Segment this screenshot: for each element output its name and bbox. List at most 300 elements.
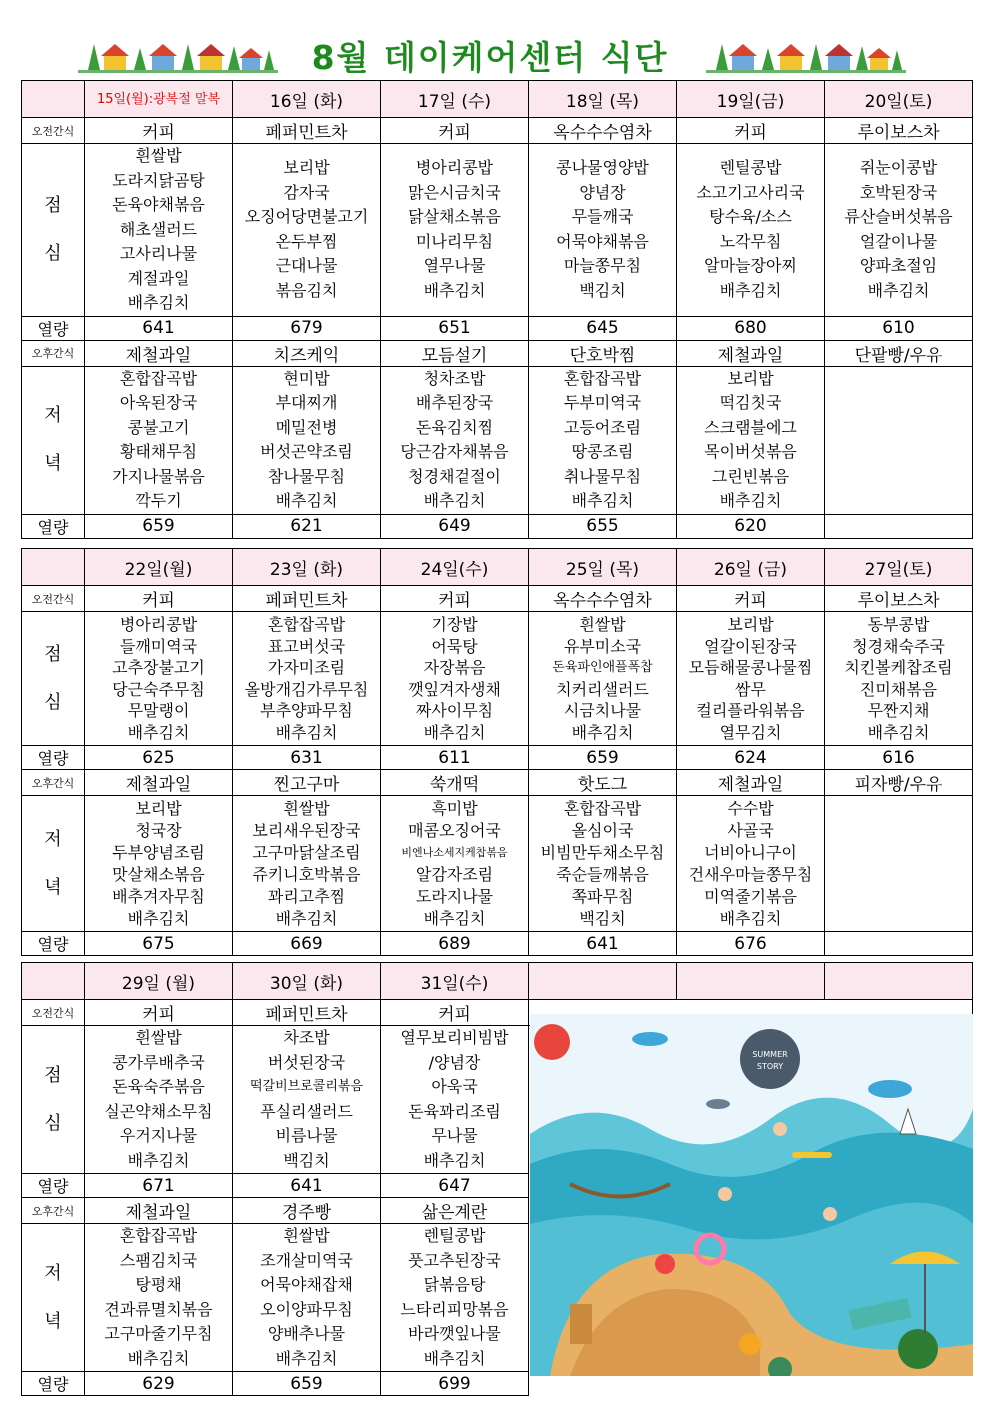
swimmer-figure [823, 1207, 837, 1221]
day-header: 29일 (월) [85, 963, 233, 1000]
sandcastle-icon [570, 1304, 592, 1344]
lunch-label [22, 1026, 85, 1174]
menu-cell [529, 366, 677, 514]
kcal-cell: 679 [233, 316, 381, 340]
menu-item: 배추김치 [127, 908, 190, 928]
day-header [825, 963, 973, 1000]
pm-snack-row [22, 340, 973, 366]
menu-item: 배추김치 [571, 722, 634, 742]
am-snack-label: 오전간식 [22, 118, 85, 144]
menu-cell [381, 1026, 529, 1174]
snack-cell: 옥수수수염차 [529, 586, 677, 612]
menu-item: 땅콩조림 [571, 442, 634, 461]
menu-item: 버섯된장국 [267, 1052, 346, 1072]
menu-cell [529, 612, 677, 746]
day-header: 16일 (화) [233, 81, 381, 118]
menu-item: 청국장 [135, 820, 182, 840]
menu-item: 계절과일 [127, 268, 190, 288]
kcal-cell: 659 [233, 1372, 381, 1396]
menu-item: 메밀전병 [275, 417, 338, 437]
kcal-cell: 647 [381, 1174, 529, 1198]
am-snack-row [22, 586, 973, 612]
corner-cell [22, 963, 85, 1000]
menu-item: 떡갈비브로콜리볶음 [249, 1079, 364, 1094]
menu-item: 쥬키니호박볶음 [252, 864, 361, 884]
menu-item: 흰쌀밥 [579, 615, 626, 634]
kcal-cell: 631 [233, 746, 381, 770]
menu-item: 배추김치 [867, 280, 930, 300]
menu-item: 온두부찜 [275, 231, 338, 251]
menu-cell [825, 796, 973, 932]
menu-item: 소고기고사리국 [696, 182, 805, 202]
menu-item: 건새우마늘쫑무침 [688, 864, 813, 884]
kcal-cell: 649 [381, 514, 529, 538]
menu-item: 보리새우된장국 [252, 820, 361, 840]
corner-cell [22, 81, 85, 118]
menu-cell [85, 1026, 233, 1174]
menu-item: 배추김치 [275, 491, 338, 510]
page-title: 8월 데이케어센터 식단 [311, 38, 669, 77]
menu-item: 우거지나물 [119, 1126, 198, 1145]
menu-item: 비빔만두채소무침 [540, 842, 665, 862]
lunch-label [22, 612, 85, 746]
snack-cell: 커피 [381, 1000, 529, 1026]
menu-item: 푸실리샐러드 [260, 1101, 353, 1121]
menu-item: 고구마줄기무침 [104, 1324, 213, 1343]
menu-item: 수수밥 [727, 798, 774, 818]
menu-item: 알마늘장아찌 [704, 256, 797, 276]
menu-item: 동부콩밥 [867, 615, 930, 634]
dolphin-icon [706, 1099, 730, 1109]
watermelon-icon [898, 1329, 938, 1369]
menu-cell [85, 612, 233, 746]
menu-cell [529, 796, 677, 932]
day-header: 23일 (화) [233, 549, 381, 586]
kcal-cell: 680 [677, 316, 825, 340]
menu-cell [233, 612, 381, 746]
week-table-2 [21, 548, 973, 956]
lunch-label-char: 심 [44, 1112, 62, 1134]
menu-item: 무나물 [431, 1126, 478, 1145]
svg-text:STORY: STORY [756, 1062, 784, 1071]
menu-item: 돈육파인애플폭찹 [552, 660, 653, 675]
menu-item: 배추김치 [423, 280, 486, 300]
menu-item: 마늘쫑무침 [563, 256, 642, 276]
menu-cell [825, 612, 973, 746]
menu-cell [381, 796, 529, 932]
lunch-row [22, 144, 973, 317]
menu-item: 조개살미역국 [260, 1250, 353, 1270]
menu-item: 버섯곤약조림 [260, 442, 353, 461]
snack-cell: 제철과일 [85, 1198, 233, 1224]
menu-item: 병아리콩밥 [415, 158, 494, 178]
kcal-label: 열량 [22, 932, 85, 956]
menu-item: 고사리나물 [119, 244, 198, 263]
menu-item: 열무보리비빔밥 [400, 1028, 509, 1047]
snack-cell: 커피 [85, 118, 233, 144]
menu-item: 백김치 [579, 280, 626, 300]
day-header-row [22, 81, 973, 118]
day-header: 22일(월) [85, 549, 233, 586]
pm-snack-label: 오후간식 [22, 770, 85, 796]
menu-item: 아욱국 [431, 1077, 478, 1096]
dinner-label-char: 녁 [44, 876, 62, 898]
menu-item: 사골국 [727, 820, 774, 840]
am-snack-label: 오전간식 [22, 1000, 85, 1026]
menu-item: 실곤약채소무침 [104, 1101, 213, 1121]
menu-item: 바라깻잎나물 [408, 1324, 501, 1343]
menu-item: 미나리무침 [415, 231, 494, 251]
menu-cell [85, 366, 233, 514]
menu-item: 어묵야채볶음 [556, 231, 649, 251]
menu-item: 열무나물 [423, 256, 486, 276]
menu-item: 돈육야채볶음 [112, 195, 205, 214]
menu-item: 청경채숙주국 [852, 636, 945, 656]
menu-item: 닭살채소볶음 [408, 207, 501, 227]
snack-cell: 단호박찜 [529, 340, 677, 366]
kcal-cell: 689 [381, 932, 529, 956]
menu-item: 유부미소국 [563, 636, 642, 656]
menu-item: 기장밥 [431, 615, 478, 634]
menu-item: 배추김치 [423, 1150, 486, 1170]
menu-item: 가자미조림 [267, 658, 346, 677]
menu-item: 당근감자채볶음 [400, 442, 509, 461]
day-header [529, 963, 677, 1000]
lunch-label-char: 심 [44, 691, 62, 713]
menu-item: 죽순들깨볶음 [556, 864, 649, 884]
lunch-kcal-row [22, 316, 973, 340]
snack-cell: 커피 [85, 586, 233, 612]
menu-cell [677, 144, 825, 317]
menu-item: 모듬해물콩나물찜 [688, 658, 813, 677]
menu-cell [677, 366, 825, 514]
menu-item: 치킨볼케찹조림 [844, 658, 953, 677]
week-table-1 [21, 80, 973, 539]
day-header: 27일(토) [825, 549, 973, 586]
snack-cell: 루이보스차 [825, 586, 973, 612]
dinner-label-char: 녁 [44, 1310, 62, 1332]
kcal-cell: 699 [381, 1372, 529, 1396]
kcal-cell: 676 [677, 932, 825, 956]
menu-item: 쌈무 [735, 679, 766, 699]
menu-item: 부대찌개 [275, 393, 338, 412]
menu-cell [529, 144, 677, 317]
menu-cell [233, 1026, 381, 1174]
kcal-cell: 641 [233, 1174, 381, 1198]
kcal-cell: 629 [85, 1372, 233, 1396]
day-header: 20일(토) [825, 81, 973, 118]
crab-icon [739, 1333, 761, 1355]
snack-cell: 제철과일 [85, 340, 233, 366]
dinner-kcal-row [22, 514, 973, 538]
menu-item: 감자국 [283, 182, 330, 202]
menu-item: 렌틸콩밥 [719, 158, 782, 178]
day-header-row [22, 549, 973, 586]
menu-item: 느타리피망볶음 [400, 1299, 509, 1319]
menu-item: 참나물무침 [267, 466, 346, 486]
village-right-decoration [706, 34, 906, 74]
snack-cell: 삶은계란 [381, 1198, 529, 1224]
menu-cell [85, 1224, 233, 1372]
menu-item: 그린빈볶음 [711, 466, 790, 486]
kcal-cell: 641 [529, 932, 677, 956]
menu-item: 콩가루배추국 [112, 1052, 205, 1072]
menu-item: 쪽파무침 [571, 886, 634, 906]
menu-item: 호박된장국 [859, 182, 938, 202]
menu-item: 혼합잡곡밥 [267, 615, 346, 634]
menu-cell [381, 366, 529, 514]
menu-item: 올심이국 [571, 820, 634, 840]
day-header: 25일 (목) [529, 549, 677, 586]
kcal-label: 열량 [22, 746, 85, 770]
menu-item: 탕수육/소스 [709, 207, 792, 227]
kcal-cell: 625 [85, 746, 233, 770]
menu-item: 꽈리고추찜 [267, 886, 346, 906]
day-header [677, 963, 825, 1000]
kcal-cell: 659 [85, 514, 233, 538]
day-header: 26일 (금) [677, 549, 825, 586]
kcal-label: 열량 [22, 514, 85, 538]
menu-item: 무들깨국 [571, 207, 634, 227]
menu-item: 혼합잡곡밥 [563, 368, 642, 388]
menu-item: 혼합잡곡밥 [119, 1226, 198, 1245]
menu-item: 짜사이무침 [415, 701, 494, 720]
menu-item: 열무김치 [719, 722, 782, 742]
menu-item: 배추된장국 [415, 393, 494, 412]
menu-item: 배추김치 [423, 908, 486, 928]
menu-item: 너비아니구이 [704, 842, 797, 862]
sun-icon [534, 1024, 570, 1060]
corner-cell [22, 549, 85, 586]
kcal-cell: 621 [233, 514, 381, 538]
kcal-label: 열량 [22, 1174, 85, 1198]
lunch-row [22, 612, 973, 746]
menu-item: 떡김칫국 [719, 393, 782, 412]
menu-item: /양념장 [428, 1052, 481, 1072]
menu-item: 치커리샐러드 [556, 679, 649, 699]
menu-item: 보리밥 [727, 368, 774, 388]
menu-item: 보리밥 [135, 798, 182, 818]
menu-item: 렌틸콩밥 [423, 1226, 486, 1245]
snack-cell: 모듬설기 [381, 340, 529, 366]
snack-cell: 커피 [381, 586, 529, 612]
menu-item: 배추김치 [275, 722, 338, 742]
kcal-cell: 651 [381, 316, 529, 340]
menu-cell [233, 144, 381, 317]
day-header: 15일(월):광복절 말복 [85, 81, 233, 118]
menu-item: 돈육꽈리조림 [408, 1101, 501, 1121]
kcal-cell: 675 [85, 932, 233, 956]
snack-cell: 옥수수수염차 [529, 118, 677, 144]
dinner-label-char: 저 [44, 405, 62, 426]
lunch-label-char: 심 [44, 242, 62, 264]
pm-snack-label: 오후간식 [22, 1198, 85, 1224]
snack-cell: 쑥개떡 [381, 770, 529, 796]
menu-item: 스크램블에그 [704, 417, 797, 437]
menu-item: 해초샐러드 [119, 219, 198, 239]
menu-item: 탕평채 [135, 1275, 182, 1294]
kcal-cell: 616 [825, 746, 973, 770]
village-left-decoration [78, 34, 278, 74]
snack-cell: 커피 [381, 118, 529, 144]
menu-cell [381, 1224, 529, 1372]
dinner-label [22, 366, 85, 514]
dinner-label-char: 녁 [44, 453, 62, 474]
dinner-label-char: 저 [44, 828, 62, 850]
menu-item: 흰쌀밥 [283, 1226, 330, 1245]
snack-cell: 찐고구마 [233, 770, 381, 796]
menu-item: 콩불고기 [127, 417, 190, 437]
menu-item: 배추김치 [423, 1348, 486, 1368]
lunch-label-char: 점 [44, 643, 62, 665]
menu-item: 배추김치 [127, 1150, 190, 1170]
menu-item: 배추김치 [127, 293, 190, 312]
menu-item: 고구마닭살조림 [252, 842, 361, 862]
kcal-cell: 610 [825, 316, 973, 340]
menu-item: 부추양파무침 [260, 701, 353, 720]
menu-item: 백김치 [579, 908, 626, 928]
kcal-label: 열량 [22, 316, 85, 340]
day-header-row [22, 963, 973, 1000]
snack-cell: 루이보스차 [825, 118, 973, 144]
menu-item: 두부미역국 [563, 393, 642, 412]
menu-item: 보리밥 [727, 615, 774, 634]
pm-snack-label: 오후간식 [22, 340, 85, 366]
menu-item: 양파초절임 [859, 256, 938, 276]
menu-item: 도라지나물 [415, 886, 494, 906]
menu-item: 스팸김치국 [119, 1250, 198, 1270]
menu-cell [381, 144, 529, 317]
menu-cell [677, 796, 825, 932]
kcal-cell: 624 [677, 746, 825, 770]
dinner-label [22, 1224, 85, 1372]
kcal-cell [825, 932, 973, 956]
menu-item: 도라지닭곰탕 [112, 170, 205, 190]
snack-cell: 커피 [677, 586, 825, 612]
menu-item: 차조밥 [283, 1028, 330, 1047]
menu-item: 오이양파무침 [260, 1299, 353, 1319]
svg-text:SUMMER: SUMMER [752, 1050, 788, 1059]
dolphin-icon [632, 1032, 668, 1046]
kcal-cell: 659 [529, 746, 677, 770]
menu-item: 청차조밥 [423, 368, 486, 388]
menu-cell [233, 366, 381, 514]
menu-item: 무짠지채 [867, 701, 930, 720]
menu-item: 알감자조림 [415, 864, 494, 884]
dinner-label-char: 저 [44, 1262, 62, 1284]
menu-item: 당근숙주무침 [112, 679, 205, 699]
menu-item: 배추김치 [275, 908, 338, 928]
menu-item: 어묵야채잡채 [260, 1275, 353, 1294]
menu-item: 진미채볶음 [859, 679, 938, 699]
menu-cell [825, 366, 973, 514]
lunch-kcal-row [22, 746, 973, 770]
menu-item: 맛살채소볶음 [112, 864, 205, 884]
menu-item: 배추김치 [719, 280, 782, 300]
menu-item: 매콤오징어국 [408, 820, 501, 840]
dolphin-icon [868, 1080, 912, 1098]
menu-item: 닭볶음탕 [423, 1275, 486, 1294]
day-header: 31일(수) [381, 963, 529, 1000]
menu-item: 어묵탕 [431, 636, 478, 656]
menu-cell [85, 796, 233, 932]
kcal-cell: 641 [85, 316, 233, 340]
menu-cell [233, 796, 381, 932]
menu-item: 노각무침 [719, 231, 782, 251]
swimmer-figure [718, 1187, 732, 1201]
dinner-row [22, 366, 973, 514]
menu-item: 양념장 [579, 182, 626, 202]
menu-item: 견과류멸치볶음 [104, 1299, 213, 1319]
menu-item: 양배추나물 [267, 1324, 346, 1343]
menu-item: 병아리콩밥 [119, 615, 198, 634]
menu-item: 돈육김치찜 [415, 417, 494, 437]
lunch-label-char: 점 [44, 194, 62, 216]
menu-item: 배추김치 [275, 1348, 338, 1368]
am-snack-row [22, 118, 973, 144]
kcal-cell: 655 [529, 514, 677, 538]
dinner-kcal-row [22, 932, 973, 956]
pm-snack-row [22, 770, 973, 796]
menu-item: 흰쌀밥 [283, 798, 330, 818]
menu-item: 풋고추된장국 [408, 1250, 501, 1270]
snack-cell: 핫도그 [529, 770, 677, 796]
menu-item: 시금치나물 [563, 701, 642, 720]
snack-cell: 페퍼민트차 [233, 586, 381, 612]
am-snack-label: 오전간식 [22, 586, 85, 612]
day-header: 18일 (목) [529, 81, 677, 118]
menu-item: 자장볶음 [423, 658, 486, 677]
menu-item: 배추겨자무침 [112, 886, 205, 906]
snack-cell: 제철과일 [677, 340, 825, 366]
summer-story-sign [740, 1029, 800, 1089]
menu-item: 돈육숙주볶음 [112, 1077, 205, 1096]
menu-item: 배추김치 [423, 491, 486, 510]
snack-cell: 페퍼민트차 [233, 1000, 381, 1026]
menu-cell [85, 144, 233, 317]
menu-item: 배추김치 [571, 491, 634, 510]
menu-item: 배추김치 [423, 722, 486, 742]
swimmer-figure [773, 1122, 787, 1136]
title-bar [0, 28, 992, 78]
menu-item: 흰쌀밥 [135, 1028, 182, 1047]
snack-cell: 단팥빵/우유 [825, 340, 973, 366]
menu-item: 배추김치 [127, 1348, 190, 1368]
lunch-label-char: 점 [44, 1064, 62, 1086]
menu-item: 올방개김가루무침 [244, 679, 369, 699]
menu-item: 콩나물영양밥 [556, 158, 649, 178]
menu-item: 황태채무침 [119, 442, 198, 461]
snack-cell: 피자빵/우유 [825, 770, 973, 796]
summer-beach-illustration [530, 1014, 973, 1376]
menu-item: 보리밥 [283, 158, 330, 178]
snack-cell: 제철과일 [677, 770, 825, 796]
menu-item: 오징어당면불고기 [244, 207, 369, 227]
kcal-label: 열량 [22, 1372, 85, 1396]
snack-cell: 경주빵 [233, 1198, 381, 1224]
menu-item: 고등어조림 [563, 417, 642, 437]
day-header: 19일(금) [677, 81, 825, 118]
snack-cell: 제철과일 [85, 770, 233, 796]
snack-cell: 커피 [85, 1000, 233, 1026]
menu-item: 청경채겉절이 [408, 466, 501, 486]
menu-item: 배추김치 [127, 722, 190, 742]
menu-cell [381, 612, 529, 746]
day-header: 17일 (수) [381, 81, 529, 118]
menu-item: 표고버섯국 [267, 636, 346, 656]
menu-item: 비엔나소세지케찹볶음 [401, 845, 508, 859]
menu-cell [233, 1224, 381, 1372]
